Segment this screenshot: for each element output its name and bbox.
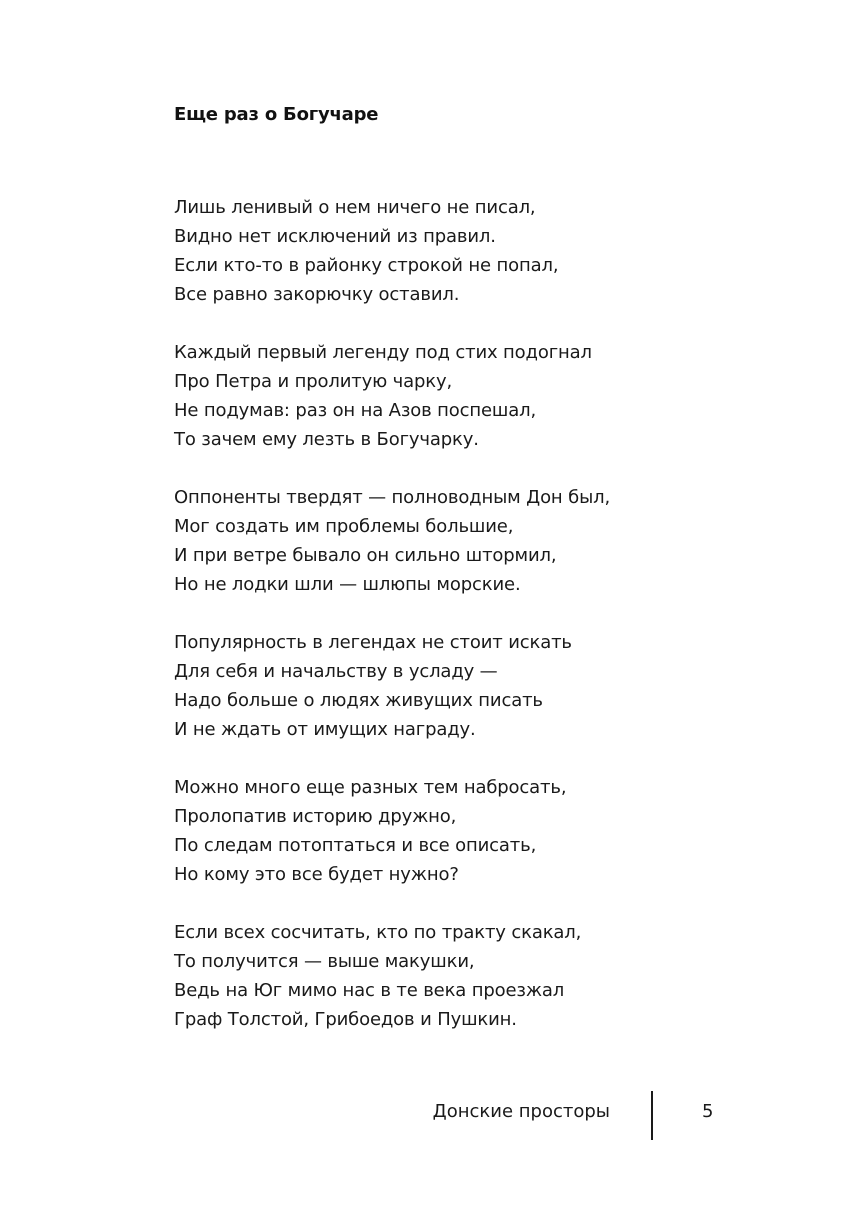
poem-line: Если всех сосчитать, кто по тракту скакал,: [174, 922, 582, 943]
poem-line: Для себя и начальству в усладу —: [174, 661, 498, 682]
stanza-6: [174, 918, 774, 1034]
poem-line: И при ветре бывало он сильно штормил,: [174, 545, 557, 566]
poem-line: Если кто-то в районку строкой не попал,: [174, 255, 559, 276]
footer-divider: [651, 1091, 653, 1140]
poem-line: Все равно закорючку оставил.: [174, 284, 460, 305]
poem-line: Лишь ленивый о нем ничего не писал,: [174, 197, 536, 218]
poem-line: Про Петра и пролитую чарку,: [174, 371, 453, 392]
poem-line: Пролопатив историю дружно,: [174, 806, 457, 827]
poem-line: Ведь на Юг мимо нас в те века проезжал: [174, 980, 565, 1001]
poem-line: И не ждать от имущих награду.: [174, 719, 476, 740]
poem-line: То зачем ему лезть в Богучарку.: [174, 429, 479, 450]
poem-line: Можно много еще разных тем набросать,: [174, 777, 567, 798]
poem-title: Еще раз о Богучаре: [174, 104, 379, 125]
poem-line: Оппоненты твердят — полноводным Дон был,: [174, 487, 611, 508]
stanza-1: [174, 193, 774, 309]
footer-book-title: Донские просторы: [432, 1101, 610, 1122]
poem-body: [174, 193, 774, 1063]
poem-line: Мог создать им проблемы большие,: [174, 516, 514, 537]
poem-line: Каждый первый легенду под стих подогнал: [174, 342, 592, 363]
poem-line: Но кому это все будет нужно?: [174, 864, 459, 885]
poem-line: То получится — выше макушки,: [174, 951, 475, 972]
stanza-5: [174, 773, 774, 889]
poem-line: Но не лодки шли — шлюпы морские.: [174, 574, 521, 595]
poem-line: Граф Толстой, Грибоедов и Пушкин.: [174, 1009, 517, 1030]
poem-line: Надо больше о людях живущих писать: [174, 690, 543, 711]
page-number: 5: [702, 1101, 714, 1122]
poem-line: По следам потоптаться и все описать,: [174, 835, 537, 856]
stanza-4: [174, 628, 774, 744]
poem-line: Популярность в легендах не стоит искать: [174, 632, 572, 653]
poem-line: Не подумав: раз он на Азов поспешал,: [174, 400, 537, 421]
stanza-3: [174, 483, 774, 599]
stanza-2: [174, 338, 774, 454]
poem-line: Видно нет исключений из правил.: [174, 226, 496, 247]
